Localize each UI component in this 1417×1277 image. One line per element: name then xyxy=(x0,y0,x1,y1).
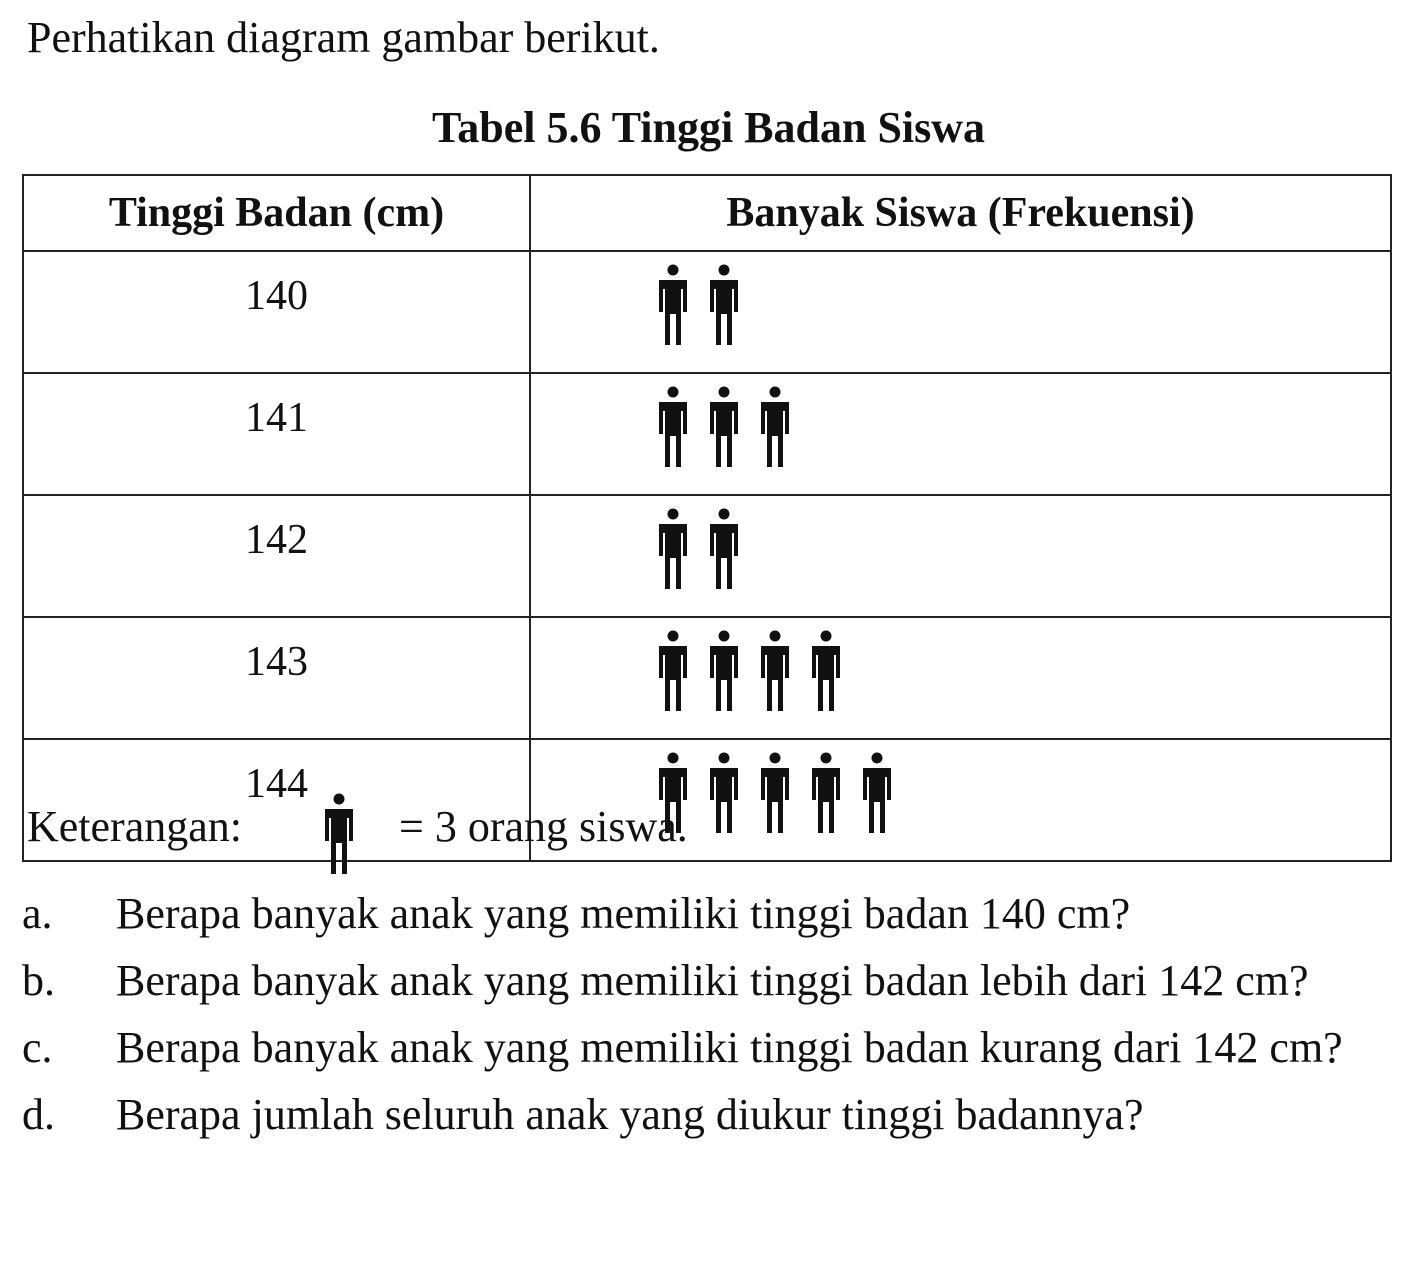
header-height: Tinggi Badan (cm) xyxy=(23,175,530,251)
question-text: Berapa banyak anak yang memiliki tinggi badan lebih dari 142 cm? xyxy=(116,956,1309,1005)
person-icon xyxy=(709,386,739,470)
person-icon xyxy=(862,752,892,836)
height-value: 144 xyxy=(23,739,530,861)
person-icon xyxy=(658,508,688,592)
question-item xyxy=(22,1085,1394,1145)
height-value: 140 xyxy=(23,251,530,373)
frequency-icons xyxy=(530,373,1391,495)
height-value: 142 xyxy=(23,495,530,617)
height-value: 143 xyxy=(23,617,530,739)
table-row xyxy=(23,617,1391,739)
person-icon xyxy=(709,508,739,592)
person-icon xyxy=(811,752,841,836)
question-text: Berapa banyak anak yang memiliki tinggi badan kurang dari 142 cm? xyxy=(116,1023,1343,1072)
person-icon xyxy=(658,630,688,714)
question-item xyxy=(22,884,1394,944)
question-text: Berapa banyak anak yang memiliki tinggi badan 140 cm? xyxy=(116,889,1131,938)
person-icon xyxy=(658,386,688,470)
question-letter: c. xyxy=(22,1023,53,1072)
person-icon xyxy=(324,793,354,877)
question-letter: a. xyxy=(22,889,53,938)
legend-label: Keterangan: xyxy=(27,802,242,851)
question-item xyxy=(22,1018,1394,1078)
frequency-icons xyxy=(530,617,1391,739)
legend-value: = 3 orang siswa. xyxy=(399,802,688,851)
person-icon xyxy=(709,264,739,348)
height-frequency-table xyxy=(22,174,1392,862)
question-letter: d. xyxy=(22,1090,55,1139)
question-text: Berapa jumlah seluruh anak yang diukur tinggi badannya? xyxy=(116,1090,1144,1139)
table-row xyxy=(23,251,1391,373)
person-icon xyxy=(760,752,790,836)
question-letter: b. xyxy=(22,956,55,1005)
table-title: Tabel 5.6 Tinggi Badan Siswa xyxy=(431,103,986,152)
person-icon xyxy=(709,630,739,714)
frequency-icons xyxy=(530,251,1391,373)
person-icon xyxy=(760,386,790,470)
intro-text: Perhatikan diagram gambar berikut. xyxy=(27,13,660,62)
table-header-row xyxy=(23,175,1391,251)
header-frequency: Banyak Siswa (Frekuensi) xyxy=(530,175,1391,251)
person-icon xyxy=(760,630,790,714)
table-row xyxy=(23,495,1391,617)
frequency-icons xyxy=(530,495,1391,617)
question-list xyxy=(22,884,1394,1152)
person-icon xyxy=(811,630,841,714)
height-value: 141 xyxy=(23,373,530,495)
person-icon xyxy=(658,264,688,348)
person-icon xyxy=(709,752,739,836)
table-row xyxy=(23,373,1391,495)
question-item xyxy=(22,951,1394,1011)
